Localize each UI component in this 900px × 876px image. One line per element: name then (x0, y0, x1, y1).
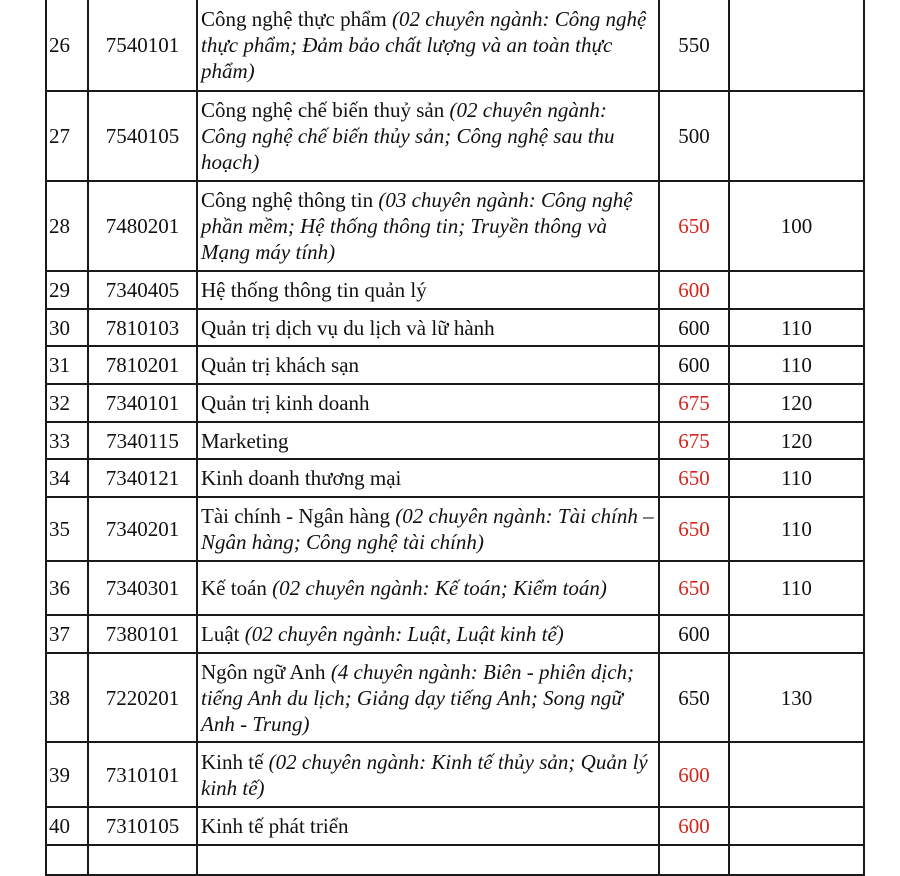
quota: 650 (659, 459, 729, 497)
quota: 650 (659, 561, 729, 615)
major-specializations: (02 chuyên ngành: Công nghệ chế biến thủy sản; Công nghệ sau thu hoạch) (201, 98, 615, 174)
table-row (46, 384, 864, 422)
major-code: 7310105 (88, 807, 197, 845)
extra-quota (729, 271, 864, 309)
major-code: 7380101 (88, 615, 197, 653)
extra-quota (729, 615, 864, 653)
extra-quota (729, 91, 864, 181)
major-code: 7340121 (88, 459, 197, 497)
major-code: 7540105 (88, 91, 197, 181)
table-row (46, 497, 864, 561)
major-code: 7340201 (88, 497, 197, 561)
quota: 500 (659, 91, 729, 181)
extra-quota: 120 (729, 422, 864, 459)
major-name: Quản trị dịch vụ du lịch và lữ hành (201, 315, 495, 340)
extra-quota: 120 (729, 384, 864, 422)
major-name-cell (197, 422, 659, 459)
extra-quota: 110 (729, 309, 864, 346)
row-number: 35 (46, 497, 88, 561)
major-name-cell (197, 497, 659, 561)
extra-quota: 110 (729, 561, 864, 615)
row-number: 39 (46, 742, 88, 807)
major-code: 7810201 (88, 346, 197, 384)
major-name-cell (197, 561, 659, 615)
major-code: 7810103 (88, 309, 197, 346)
table-row (46, 615, 864, 653)
row-number: 27 (46, 91, 88, 181)
row-number: 29 (46, 271, 88, 309)
major-name: Ngôn ngữ Anh (201, 659, 326, 684)
extra-quota (729, 807, 864, 845)
major-name: Quản trị khách sạn (201, 353, 360, 377)
extra-quota (729, 0, 864, 91)
quota: 600 (659, 742, 729, 807)
major-specializations: (02 chuyên ngành: Kế toán; Kiểm toán) (272, 576, 607, 600)
major-name-cell (197, 615, 659, 653)
major-name-cell (197, 309, 659, 346)
quota: 600 (659, 807, 729, 845)
table-row (46, 0, 864, 91)
major-name-cell (197, 91, 659, 181)
table-row (46, 271, 864, 309)
row-number: 33 (46, 422, 88, 459)
row-number: 38 (46, 653, 88, 742)
major-name-cell (197, 346, 659, 384)
major-code: 7340115 (88, 422, 197, 459)
row-number: 30 (46, 309, 88, 346)
quota: 600 (659, 309, 729, 346)
major-name: Tài chính - Ngân hàng (201, 504, 390, 528)
extra-quota: 100 (729, 181, 864, 271)
major-specializations: (02 chuyên ngành: Kinh tế thủy sản; Quản lý kinh tế) (201, 749, 648, 800)
quota: 650 (659, 497, 729, 561)
major-specializations: (03 chuyên ngành: Công nghệ phần mềm; Hệ thống thông tin; Truyền thông và Mạng máy tính) (201, 188, 633, 264)
quota: 650 (659, 181, 729, 271)
row-number: 34 (46, 459, 88, 497)
major-name: Marketing (201, 428, 289, 453)
quota: 550 (659, 0, 729, 91)
row-number: 28 (46, 181, 88, 271)
major-name: Công nghệ chế biến thuỷ sản (201, 98, 445, 122)
table-row-partial (46, 845, 864, 875)
row-number: 36 (46, 561, 88, 615)
major-specializations: (4 chuyên ngành: Biên - phiên dịch; tiếng Anh du lịch; Giảng dạy tiếng Anh; Song ngữ Anh - Trung) (201, 659, 635, 736)
major-name: Kinh tế (201, 749, 264, 774)
majors-table (45, 0, 865, 876)
table-row (46, 346, 864, 384)
extra-quota: 110 (729, 497, 864, 561)
major-name: Kinh doanh thương mại (201, 466, 402, 490)
major-name-cell (197, 0, 659, 91)
quota: 600 (659, 615, 729, 653)
major-name: Công nghệ thực phẩm (201, 7, 387, 31)
major-code: 7340301 (88, 561, 197, 615)
table-row (46, 181, 864, 271)
major-name: Luật (201, 622, 240, 646)
table-row (46, 309, 864, 346)
major-name: Quản trị kinh doanh (201, 391, 370, 415)
quota: 600 (659, 346, 729, 384)
major-name-cell (197, 181, 659, 271)
row-number: 31 (46, 346, 88, 384)
major-name: Công nghệ thông tin (201, 188, 374, 212)
table-row (46, 459, 864, 497)
major-specializations: (02 chuyên ngành: Luật, Luật kinh tế) (244, 622, 564, 646)
major-name-cell (197, 807, 659, 845)
major-specializations: (02 chuyên ngành: Tài chính – Ngân hàng; Công nghệ tài chính) (201, 504, 654, 554)
major-code: 7340101 (88, 384, 197, 422)
row-number: 26 (46, 0, 88, 91)
row-number: 37 (46, 615, 88, 653)
major-name-cell (197, 459, 659, 497)
table-row (46, 561, 864, 615)
table-row (46, 653, 864, 742)
table-row (46, 807, 864, 845)
extra-quota: 130 (729, 653, 864, 742)
major-name: Kế toán (201, 576, 267, 600)
major-specializations: (02 chuyên ngành: Công nghệ thực phẩm; Đảm bảo chất lượng và an toàn thực phẩm) (201, 7, 647, 83)
major-name-cell (197, 384, 659, 422)
major-name-cell (197, 653, 659, 742)
major-code: 7220201 (88, 653, 197, 742)
quota: 600 (659, 271, 729, 309)
row-number: 32 (46, 384, 88, 422)
major-code: 7310101 (88, 742, 197, 807)
table-row (46, 742, 864, 807)
table-row (46, 422, 864, 459)
quota: 675 (659, 422, 729, 459)
major-name-cell (197, 271, 659, 309)
extra-quota: 110 (729, 346, 864, 384)
major-name: Kinh tế phát triển (201, 814, 349, 838)
major-name: Hệ thống thông tin quản lý (201, 278, 427, 302)
extra-quota: 110 (729, 459, 864, 497)
quota: 675 (659, 384, 729, 422)
extra-quota (729, 742, 864, 807)
major-code: 7480201 (88, 181, 197, 271)
major-code: 7340405 (88, 271, 197, 309)
row-number: 40 (46, 807, 88, 845)
table-row (46, 91, 864, 181)
major-code: 7540101 (88, 0, 197, 91)
quota: 650 (659, 653, 729, 742)
major-name-cell (197, 742, 659, 807)
